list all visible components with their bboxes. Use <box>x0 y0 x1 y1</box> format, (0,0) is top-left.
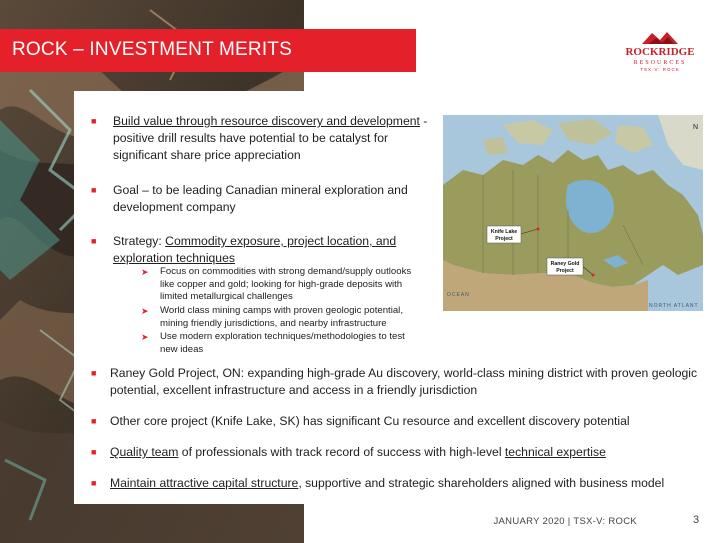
bullet-text: potential, excellent infrastructure and access in a friendly jurisdiction <box>110 383 478 397</box>
bullet-text: significant share price appreciation <box>113 148 301 162</box>
bullet-marker: ■ <box>91 236 97 246</box>
ocean-label: OCEAN <box>447 292 470 298</box>
bullet-underlined-text: technical expertise <box>504 445 606 459</box>
company-logo <box>612 30 708 76</box>
bullet-marker: ■ <box>91 416 97 426</box>
sub-bullet-text: mining friendly jurisdictions, and nearby infrastructure <box>160 317 387 329</box>
raney-gold-label: Raney Gold <box>550 261 580 267</box>
sub-bullet-text: new ideas <box>160 343 204 355</box>
page-number: 3 <box>693 514 700 526</box>
sub-bullet-mining-camps <box>141 305 445 330</box>
bullet-marker: ■ <box>91 185 97 195</box>
bullet-knife-lake <box>91 413 710 430</box>
bullet-strategy <box>91 233 443 267</box>
sub-bullet-text: limited metallurgical challenges <box>160 291 293 303</box>
canada-map <box>443 115 703 311</box>
arrow-icon: ➤ <box>141 332 149 342</box>
page-title: ROCK – INVESTMENT MERITS <box>12 39 292 60</box>
bullet-underlined-text: Commodity exposure, project location, and <box>165 234 397 248</box>
bullet-text: development company <box>113 200 236 214</box>
sub-bullet-text: Focus on commodities with strong demand/supply outlooks <box>160 266 412 277</box>
bullet-text: Other core project (Knife Lake, SK) has significant Cu resource and excellent discovery potential <box>110 414 630 428</box>
bullet-text: Strategy: <box>113 234 166 248</box>
logo-name: ROCKRIDGE <box>625 46 695 58</box>
bullet-text: Goal – to be leading Canadian mineral exploration and <box>113 183 408 197</box>
bullet-marker: ■ <box>91 368 97 378</box>
knife-lake-label-project: Project <box>495 236 513 242</box>
bullet-text: Raney Gold Project, ON: expanding high-grade Au discovery, world-class mining district with proven geologic <box>110 366 698 380</box>
knife-lake-label: Knife Lake <box>490 229 518 235</box>
sub-bullet-techniques <box>141 331 445 356</box>
bullet-underlined-text: Quality team <box>110 445 179 459</box>
knife-lake-marker <box>537 228 540 231</box>
bullet-text: of professionals with track record of success with high-level <box>178 445 505 459</box>
bullet-text: - <box>419 114 428 128</box>
sub-bullet-text: World class mining camps with proven geologic potential, <box>160 305 403 316</box>
north-arrow-icon: N <box>693 124 699 131</box>
bullet-marker: ■ <box>91 478 97 488</box>
title-bar <box>0 29 416 72</box>
raney-gold-marker <box>592 274 595 277</box>
bullet-goal <box>91 182 443 216</box>
arrow-icon: ➤ <box>141 267 149 277</box>
logo-ticker: TSX-V: ROCK <box>640 67 680 72</box>
bullet-text: , supportive and strategic shareholders aligned with business model <box>298 476 665 490</box>
arrow-icon: ➤ <box>141 306 149 316</box>
bullet-marker: ■ <box>91 447 97 457</box>
bullet-marker: ■ <box>91 116 97 126</box>
mountain-logo-icon <box>612 30 708 76</box>
footer-text: JANUARY 2020 | TSX-V: ROCK <box>493 516 637 527</box>
ocean-label-atlantic: NORTH ATLANT <box>649 303 699 309</box>
bullet-build-value <box>91 113 443 164</box>
bullet-text: positive drill results have potential to be catalyst for <box>113 131 389 145</box>
sub-bullet-text: Use modern exploration techniques/methodologies to test <box>160 331 405 342</box>
raney-gold-label-project: Project <box>556 268 574 274</box>
bullet-raney <box>91 365 710 399</box>
bullet-underlined-text: Maintain attractive capital structure <box>110 476 299 490</box>
bullet-underlined-text: Build value through resource discovery and development <box>113 114 420 128</box>
bullet-capital-structure <box>91 475 710 492</box>
bullet-underlined-text: exploration techniques <box>113 251 235 265</box>
sub-bullet-text: like copper and gold; looking for high-grade deposits with <box>160 278 403 290</box>
logo-sub: RESOURCES <box>633 60 687 66</box>
sub-bullet-commodities <box>141 266 445 304</box>
bullet-quality-team <box>91 444 710 461</box>
